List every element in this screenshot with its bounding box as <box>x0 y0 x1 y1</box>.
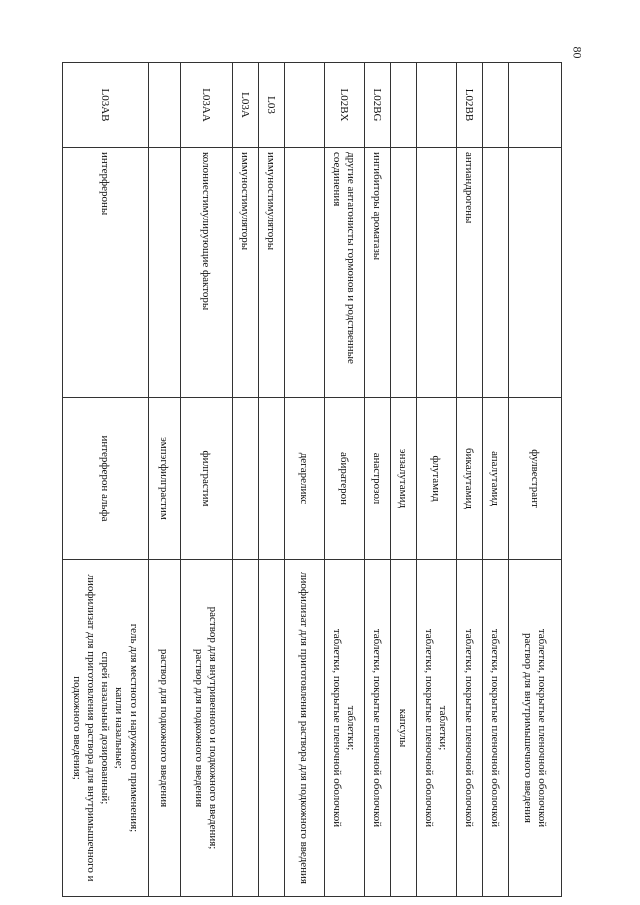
atc-code: L03A <box>232 63 258 148</box>
group-name: иммуностимуляторы <box>258 148 284 398</box>
atc-code <box>416 63 456 148</box>
drug-table <box>62 62 562 897</box>
dosage-form: раствор для подкожного введения <box>193 648 205 808</box>
drug-name: энзалутамид <box>390 398 416 560</box>
atc-code: L03AA <box>180 63 232 148</box>
dosage-form: таблетки, покрытые пленочной оболочкой <box>331 628 343 828</box>
table-row <box>284 63 325 896</box>
dosage-forms <box>456 560 482 896</box>
group-name: антиандрогены <box>456 148 482 398</box>
atc-code: L02BG <box>364 63 390 148</box>
dosage-forms <box>364 560 390 896</box>
atc-code <box>284 63 324 148</box>
table-row <box>148 63 181 896</box>
table-row <box>482 63 509 896</box>
group-name <box>390 148 416 398</box>
drug-name <box>232 398 258 560</box>
table-row <box>180 63 233 896</box>
dosage-forms <box>324 560 364 896</box>
group-name: ингибиторы ароматазы <box>364 148 390 398</box>
dosage-forms <box>509 560 561 896</box>
table-row <box>456 63 483 896</box>
dosage-form: таблетки; <box>437 705 450 751</box>
dosage-form: таблетки, покрытые пленочной оболочкой <box>489 628 502 828</box>
group-name: интерфероны <box>62 148 148 398</box>
table-row <box>390 63 417 896</box>
table-row <box>258 63 285 896</box>
dosage-forms <box>258 560 284 896</box>
atc-code: L02BX <box>324 63 364 148</box>
drug-name: анастрозол <box>364 398 390 560</box>
dosage-forms <box>232 560 258 896</box>
atc-code <box>509 63 561 148</box>
table-row <box>62 63 149 896</box>
table-row <box>509 63 561 896</box>
atc-code: L03AB <box>62 63 148 148</box>
drug-name: флутамид <box>416 398 456 560</box>
dosage-forms <box>284 560 324 896</box>
group-name: колониестимулирующие факторы <box>180 148 232 398</box>
drug-name: интерферон альфа <box>62 398 148 560</box>
dosage-forms <box>180 560 232 896</box>
dosage-forms <box>416 560 456 896</box>
drug-name: дегареликс <box>284 398 324 560</box>
dosage-form: капли назальные; <box>113 687 126 769</box>
dosage-form: таблетки, покрытые пленочной оболочкой <box>463 628 476 828</box>
group-name <box>148 148 180 398</box>
dosage-form: спрей назальный дозированный; <box>99 651 112 805</box>
table-row <box>364 63 391 896</box>
drug-name: апалутамид <box>482 398 508 560</box>
atc-code <box>390 63 416 148</box>
group-name <box>284 148 324 398</box>
drug-name: эмпэгфилграстим <box>148 398 180 560</box>
page-number: 80 <box>570 46 585 59</box>
dosage-forms <box>62 560 148 896</box>
dosage-forms <box>482 560 508 896</box>
group-name <box>416 148 456 398</box>
drug-name: абиратерон <box>324 398 364 560</box>
group-name <box>509 148 561 398</box>
group-name <box>482 148 508 398</box>
dosage-form: лиофилизат для приготовления раствора для внутримышечного и подкожного введения; <box>70 574 97 882</box>
dosage-forms <box>148 560 180 896</box>
table-row <box>232 63 259 896</box>
dosage-form: таблетки, покрытые пленочной оболочкой <box>536 628 549 828</box>
atc-code <box>148 63 180 148</box>
dosage-form: гель для местного и наружного применения; <box>127 623 140 833</box>
group-name: иммуностимуляторы <box>232 148 258 398</box>
dosage-form: таблетки, покрытые пленочной оболочкой <box>371 628 384 828</box>
atc-code: L03 <box>258 63 284 148</box>
dosage-form: раствор для внутримышечного введения <box>522 633 534 823</box>
dosage-form: раствор для подкожного введения <box>158 648 171 808</box>
dosage-form: лиофилизат для приготовления раствора для подкожного введения <box>298 572 311 884</box>
atc-code: L02BB <box>456 63 482 148</box>
drug-name: фулвестрант <box>509 398 561 560</box>
dosage-forms <box>390 560 416 896</box>
dosage-form: таблетки, покрытые пленочной оболочкой <box>423 628 435 828</box>
dosage-form: раствор для внутривенного и подкожного введения; <box>207 606 220 850</box>
table-row <box>416 63 457 896</box>
dosage-form: таблетки; <box>345 705 358 751</box>
atc-code <box>482 63 508 148</box>
drug-name <box>258 398 284 560</box>
table-row <box>324 63 365 896</box>
drug-name: бикалутамид <box>456 398 482 560</box>
drug-name: филграстим <box>180 398 232 560</box>
group-name: другие антагонисты гормонов и родственные соединения <box>324 148 364 398</box>
dosage-form: капсулы <box>397 708 410 748</box>
